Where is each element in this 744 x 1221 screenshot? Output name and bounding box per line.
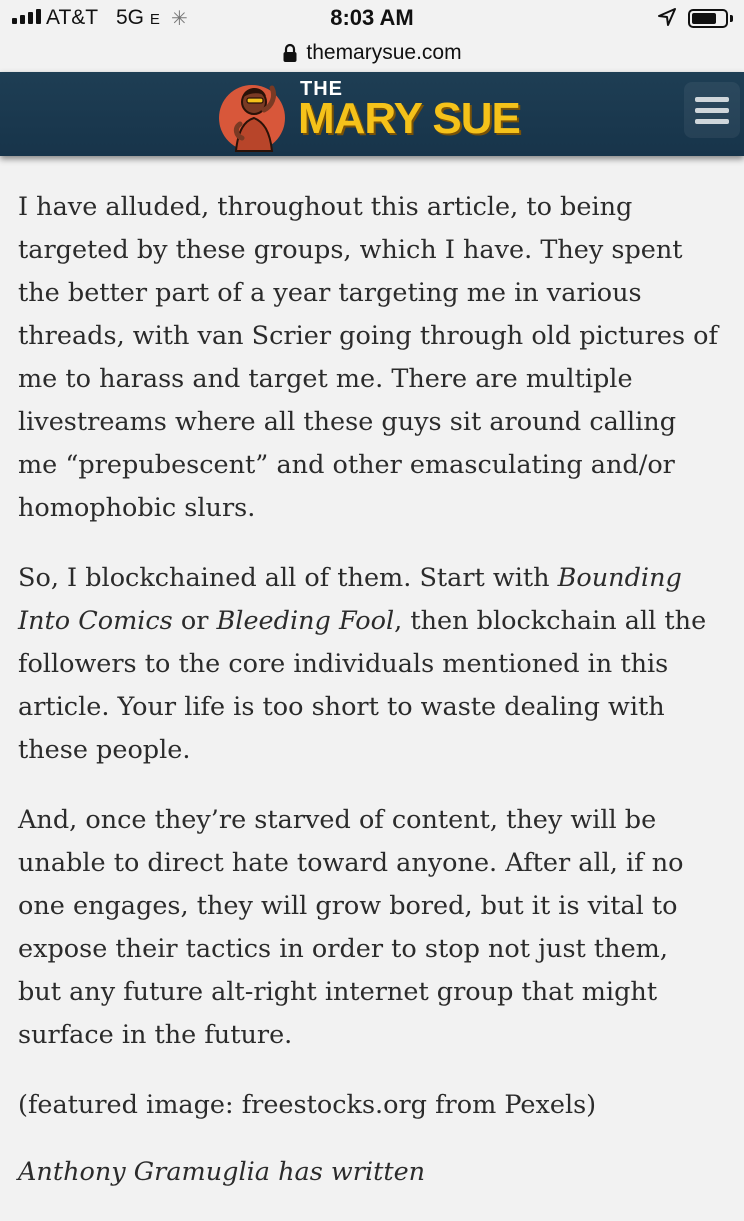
carrier-label: AT&T xyxy=(46,6,99,29)
author-bio xyxy=(18,1151,718,1194)
activity-spinner-icon: ✳ xyxy=(171,8,188,30)
p2-text-c: , then blockchain all the followers to the core individuals mentioned in this article. Your life is too short to waste dealing with these people. xyxy=(18,606,707,765)
site-logo[interactable] xyxy=(214,76,534,152)
network-label: 5G xyxy=(116,6,145,29)
url-text[interactable]: themarysue.com xyxy=(306,41,462,64)
article-paragraph-3: And, once they’re starved of content, they will be unable to direct hate toward anyone. After all, if no one engages, they will grow bored, but it is vital to expose their tactics in order to stop not just them, but any future alt-right internet group that might surface in the future. xyxy=(18,805,684,1050)
p2-publication-2: Bleeding Fool xyxy=(216,606,395,636)
lock-icon xyxy=(282,43,298,63)
battery-nub xyxy=(730,15,733,22)
location-arrow-icon xyxy=(658,8,676,32)
address-bar[interactable] xyxy=(0,34,744,72)
logo-name-text: MARY SUE xyxy=(298,94,520,143)
article-body xyxy=(18,186,718,1221)
author-bio-text: Anthony Gramuglia has written xyxy=(18,1157,426,1187)
status-time: 8:03 AM xyxy=(330,5,414,30)
status-bar xyxy=(0,0,744,36)
p2-publication-1: Bounding Into Comics xyxy=(18,563,682,636)
featured-image-caption: (featured image: freestocks.org from Pexels) xyxy=(18,1090,597,1120)
network-sub-label: E xyxy=(149,11,160,28)
site-header xyxy=(0,72,744,156)
battery-level-fill xyxy=(692,13,716,24)
article-paragraph-2 xyxy=(18,557,718,772)
logo-mascot-icon xyxy=(214,76,294,152)
p2-text-b: or xyxy=(172,606,217,636)
menu-hamburger-icon[interactable] xyxy=(684,82,740,138)
p2-text-a: So, I blockchained all of them. Start with xyxy=(18,563,558,593)
battery-icon xyxy=(688,9,728,28)
article-paragraph-1: I have alluded, throughout this article, to being targeted by these groups, which I have. They spent the better part of a year targeting me in various threads, with van Scrier going through old pictures of me to harass and target me. There are multiple livestreams where all these guys sit around calling me “prepubescent” and other emasculating and/or homophobic slurs. xyxy=(18,192,718,523)
logo-the-text: THE xyxy=(300,78,343,100)
